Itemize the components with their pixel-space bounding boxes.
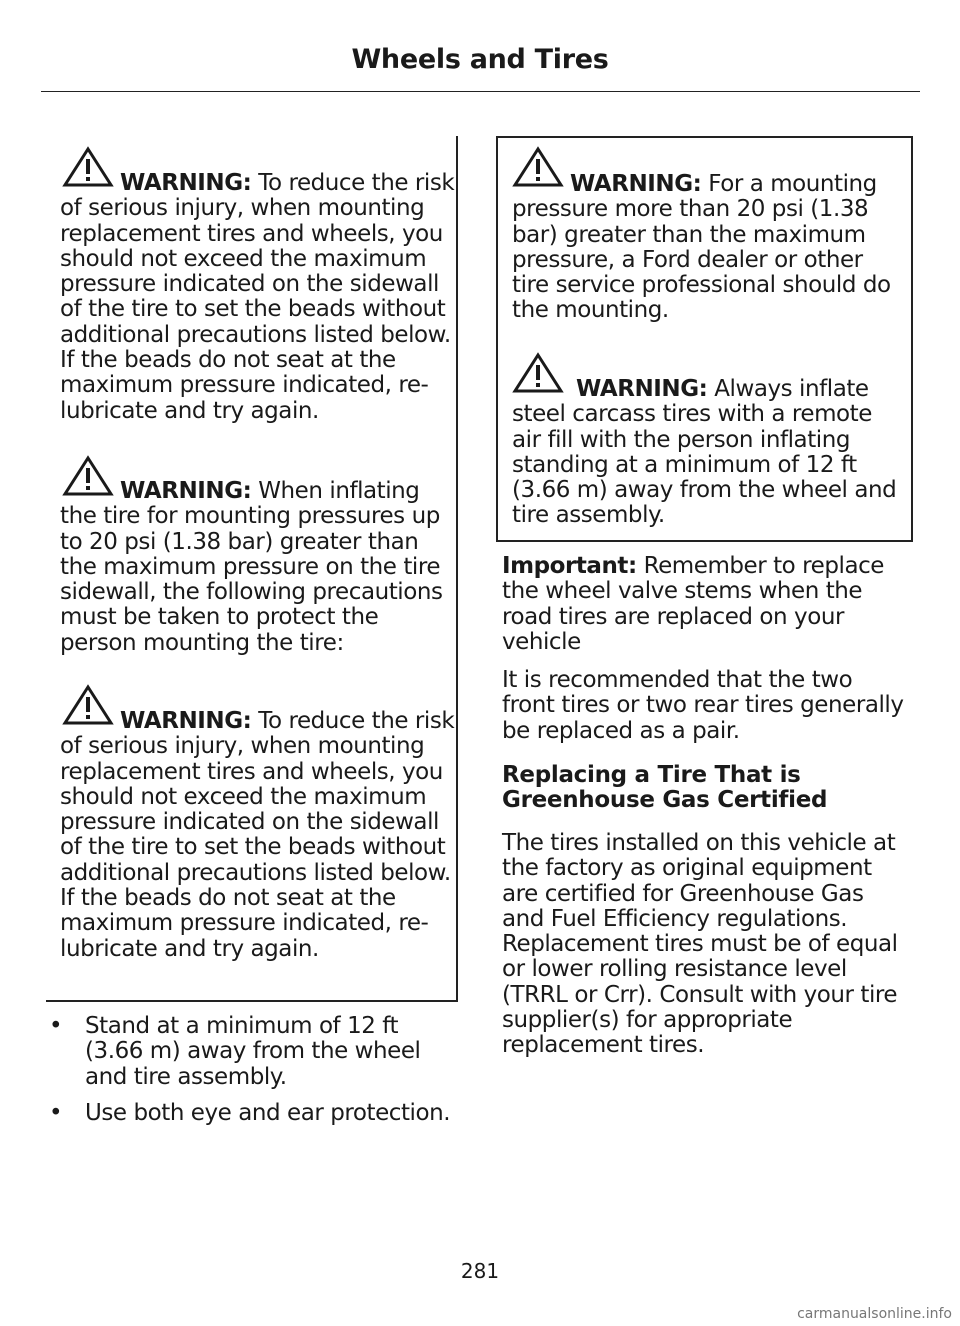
warning-label: WARNING:	[120, 170, 252, 196]
watermark: carmanualsonline.info	[797, 1306, 952, 1322]
warning-text: For a mounting pressure more than 20 psi (1.38 bar) greater than the maximum pressure, a Ford dealer or other tire service professional should do the mounting.	[512, 171, 891, 324]
page-number: 281	[460, 1259, 500, 1283]
warning-left-2	[60, 479, 456, 656]
important-paragraph	[502, 554, 916, 655]
warning-text: To reduce the risk of serious injury, when mounting replacement tires and wheels, you should not exceed the maximum pressure indicated on the sidewall of the tire to set the beads without additional precautions listed below. If the beads do not seat at the maximum pressure indicated, re-lubricate and try again.	[60, 708, 455, 962]
section-heading: Replacing a Tire That is Greenhouse Gas Certified	[502, 762, 828, 814]
warning-label: WARNING:	[576, 376, 708, 402]
warning-text: When inflating the tire for mounting pressures up to 20 psi (1.38 bar) greater than the maximum pressure on the tire sidewall, the following precautions must be taken to protect the person mounting the tire:	[60, 478, 443, 656]
pair-paragraph: It is recommended that the two front tires or two rear tires generally be replaced as a pair.	[502, 667, 904, 744]
warning-label: WARNING:	[120, 708, 252, 734]
warning-right-1	[512, 172, 906, 324]
bullet-text: Use both eye and ear protection.	[85, 1100, 451, 1126]
warning-right-2	[512, 377, 906, 529]
important-text: Remember to replace the wheel valve stems when the road tires are replaced on your vehicle	[502, 553, 885, 655]
bullet-text: Stand at a minimum of 12 ft (3.66 m) away from the wheel and tire assembly.	[85, 1013, 421, 1090]
warning-text: Always inflate steel carcass tires with a remote air fill with the person inflating standing at a minimum of 12 ft (3.66 m) away from the wheel and tire assembly.	[512, 376, 897, 529]
warning-text: To reduce the risk of serious injury, when mounting replacement tires and wheels, you should not exceed the maximum pressure indicated on the sidewall of the tire to set the beads without additional precautions listed below. If the beads do not seat at the maximum pressure indicated, re-lubricate and try again.	[60, 170, 455, 424]
header-divider	[41, 91, 920, 92]
page-header-title: Wheels and Tires	[351, 44, 609, 75]
important-label: Important:	[502, 553, 637, 579]
warning-label: WARNING:	[120, 478, 252, 504]
ghg-paragraph: The tires installed on this vehicle at the factory as original equipment are certified for Greenhouse Gas and Fuel Efficiency regulations. Replacement tires must be of equal or lower rolling resistance level (TRRL or Crr). Consult with your tire supplier(s) for appropriate replacement tires.	[502, 830, 898, 1059]
bullet-item: • Use both eye and ear protection.	[49, 1100, 451, 1126]
warning-left-1	[60, 171, 456, 424]
warning-left-3	[60, 709, 456, 962]
bullet-item: • Stand at a minimum of 12 ft (3.66 m) away from the wheel and tire assembly.	[49, 1013, 421, 1090]
warning-label: WARNING:	[570, 171, 702, 197]
